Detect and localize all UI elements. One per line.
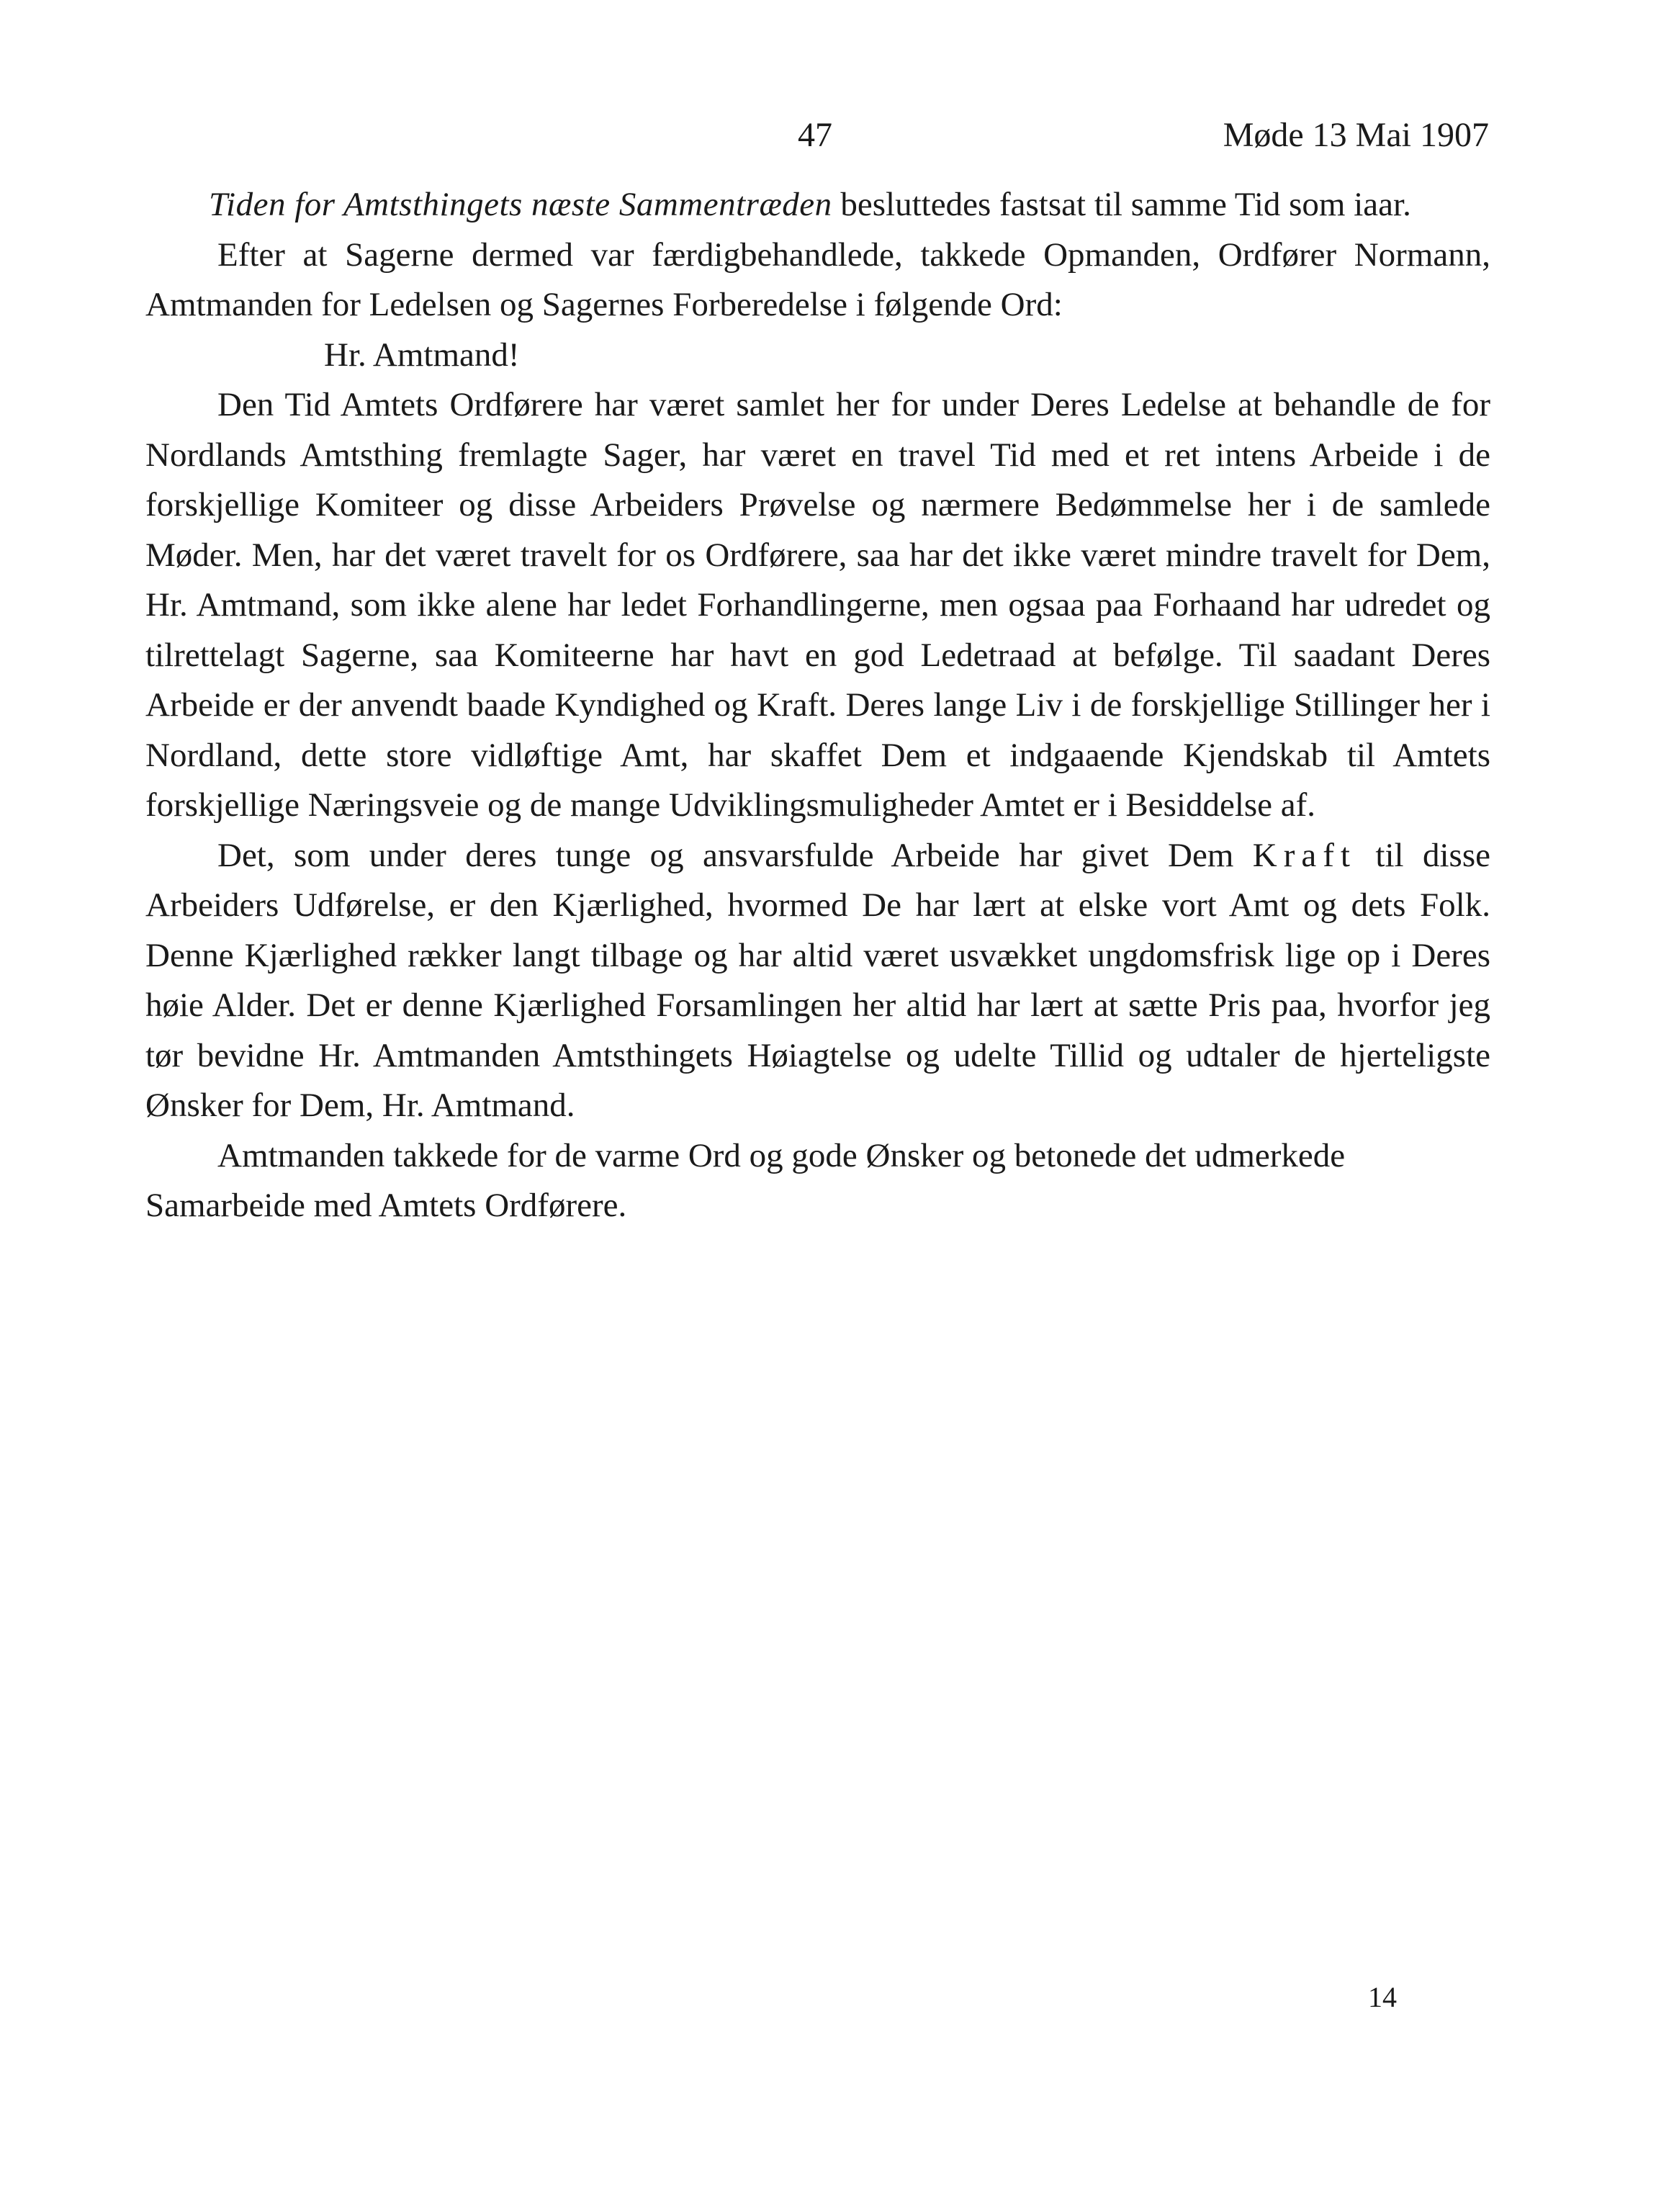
paragraph-5-spaced-word: Kraft bbox=[1252, 836, 1356, 874]
paragraph-5-after: til disse Arbeiders Udførelse, er den Kjærlighed, hvormed De har lært at elske vort Amt og dets Folk. Denne Kjærlighed rækker langt tilbage og har altid været usvækket ungdomsfrisk lige op i Deres høie Alder. Det er denne Kjærlighed Forsamlingen her altid har lært at sætte Pris paa, hvorfor jeg tør bevidne Hr. Amtmanden Amtsthingets Høiagtelse og udelte Tillid og udtaler de hjerteligste Ønsker for Dem, Hr. Amtmand. bbox=[145, 836, 1490, 1124]
paragraph-5 bbox=[145, 831, 1490, 1131]
paragraph-5-before: Det, som under deres tunge og ansvarsfulde Arbeide har givet Dem bbox=[217, 836, 1253, 874]
paragraph-4: Den Tid Amtets Ordførere har været samlet her for under Deres Ledelse at behandle de for Nordlands Amtsthing fremlagte Sager, har været en travel Tid med et ret intens Arbeide i de forskjellige Komiteer og disse Arbeiders Prøvelse og nærmere Bedømmelse her i de samlede Møder. Men, har det været travelt for os Ordførere, saa har det ikke været mindre travelt for Dem, Hr. Amtmand, som ikke alene har ledet Forhandlingerne, men ogsaa paa Forhaand har udredet og tilrettelagt Sagerne, saa Komiteerne har havt en god Ledetraad at befølge. Til saadant Deres Arbeide er der anvendt baade Kyndighed og Kraft. Deres lange Liv i de forskjellige Stillinger her i Nordland, dette store vidløftige Amt, har skaffet Dem et indgaaende Kjendskab til Amtets forskjellige Næringsveie og de mange Udviklingsmuligheder Amtet er i Besiddelse af. bbox=[145, 386, 1490, 824]
running-head: Møde 13 Mai 1907 bbox=[1223, 116, 1489, 154]
page-number: 47 bbox=[798, 116, 832, 154]
paragraph-1-text: besluttedes fastsat til samme Tid som iaar. bbox=[832, 186, 1411, 223]
paragraph-6: Amtmanden takkede for de varme Ord og gode Ønsker og betonede det udmerkede Samarbeide med Amtets Ordførere. bbox=[145, 1136, 1346, 1224]
paragraph-1-italic-lead: Tiden for Amtsthingets næste Sammentræden bbox=[209, 186, 832, 223]
body-text bbox=[145, 180, 1490, 1231]
paragraph-1 bbox=[145, 180, 1490, 230]
paragraph-2: Efter at Sagerne dermed var færdigbehandlede, takkede Opmanden, Ordfører Normann, Amtmanden for Ledelsen og Sagernes Forberedelse i følgende Ord: bbox=[145, 235, 1490, 323]
sheet-number: 14 bbox=[1368, 1981, 1397, 2013]
salutation: Hr. Amtmand! bbox=[324, 336, 520, 374]
